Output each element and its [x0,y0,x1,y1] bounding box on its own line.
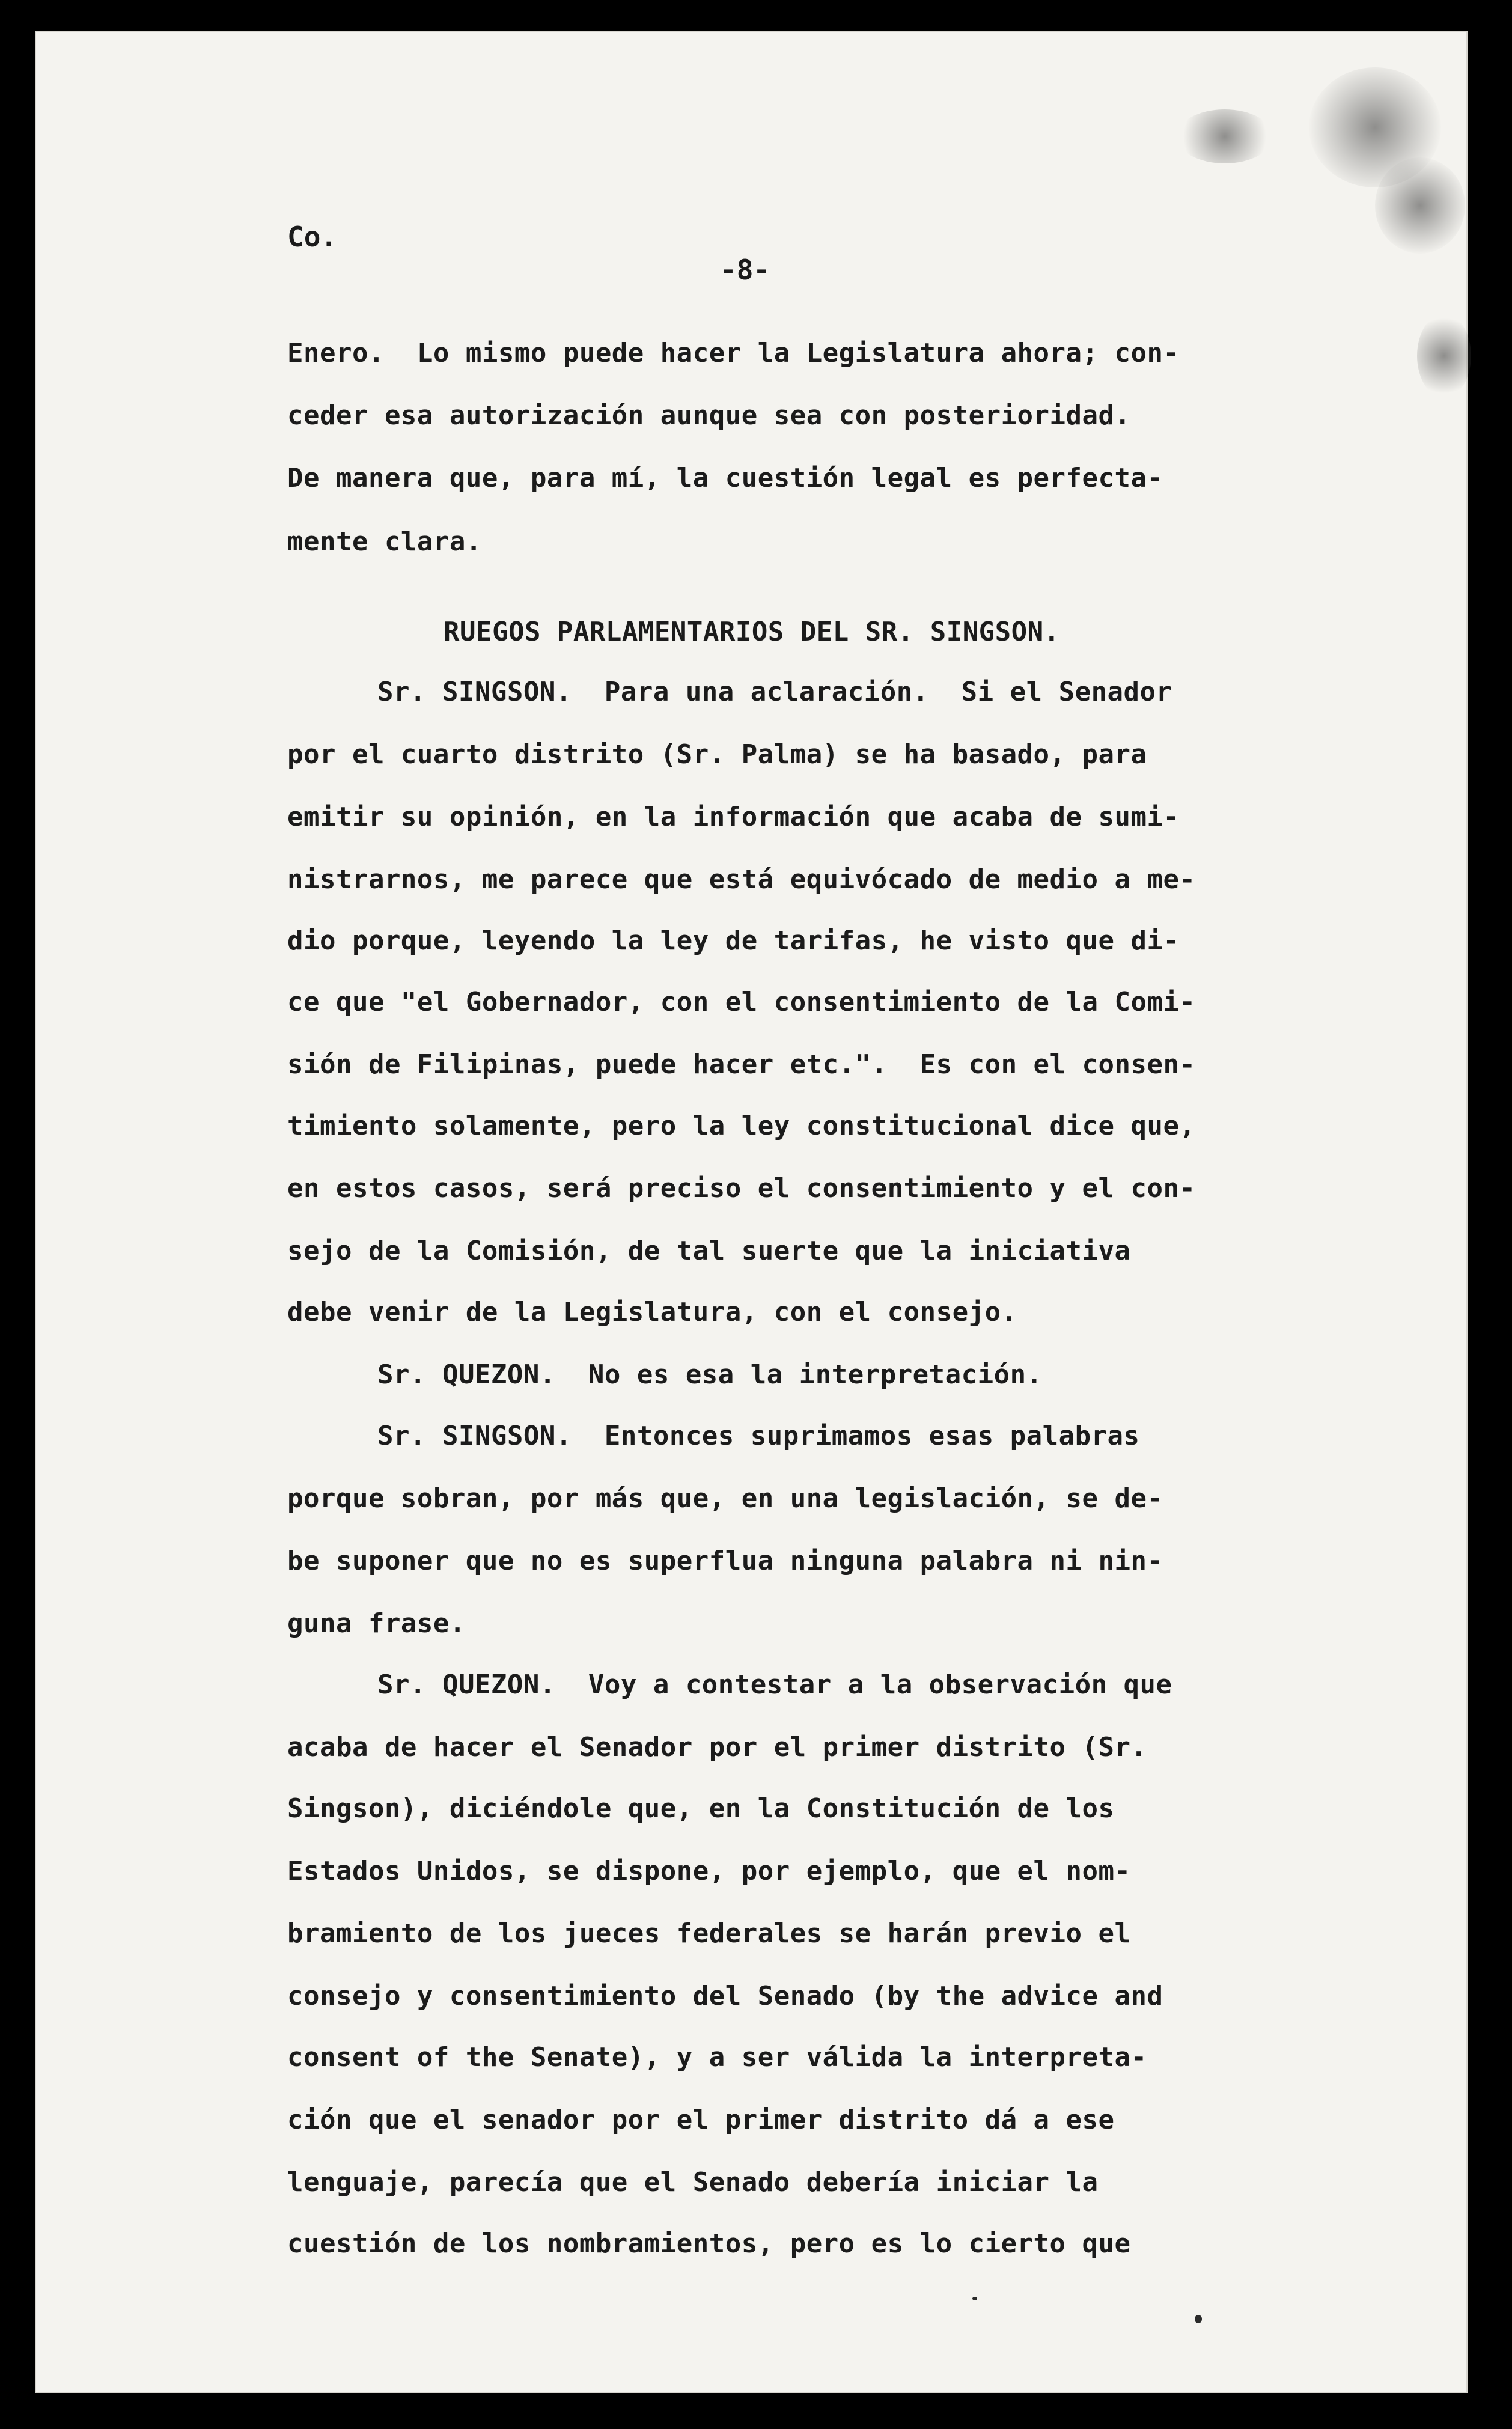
text-line: Enero. Lo mismo puede hacer la Legislatura ahora; con- [287,338,1180,368]
text-line: sión de Filipinas, puede hacer etc.". Es con el consen- [287,1049,1196,1080]
text-line: nistrarnos, me parece que está equivócado de medio a me- [287,864,1196,895]
text-line: por el cuarto distrito (Sr. Palma) se ha basado, para [287,739,1147,770]
section-heading: RUEGOS PARLAMENTARIOS DEL SR. SINGSON. [444,617,1060,647]
text-line: cuestión de los nombramientos, pero es lo cierto que [287,2228,1131,2259]
text-line: ción que el senador por el primer distrito dá a ese [287,2104,1115,2135]
text-line: timiento solamente, pero la ley constitucional dice que, [287,1111,1196,1141]
text-line: ce que "el Gobernador, con el consentimiento de la Comi- [287,987,1196,1017]
scan-speck [1195,2315,1202,2323]
text-line: Estados Unidos, se dispone, por ejemplo, que el nom- [287,1856,1131,1886]
text-line: Sr. SINGSON. Para una aclaración. Si el Senador [377,677,1172,707]
document-page [35,31,1468,2393]
text-line: acaba de hacer el Senador por el primer distrito (Sr. [287,1732,1147,1763]
scan-speck [972,2297,977,2300]
document-reference: Co. [287,221,338,253]
text-line: consent of the Senate), y a ser válida la interpreta- [287,2042,1147,2073]
text-line: debe venir de la Legislatura, con el consejo. [287,1297,1017,1327]
page-number: -8- [720,254,770,286]
text-line: guna frase. [287,1608,466,1639]
text-line: dio porque, leyendo la ley de tarifas, he visto que di- [287,925,1180,956]
text-line: Singson), diciéndole que, en la Constitución de los [287,1793,1115,1824]
text-line: Sr. QUEZON. Voy a contestar a la observación que [377,1669,1172,1700]
text-line: ceder esa autorización aunque sea con posterioridad. [287,400,1131,431]
text-line: sejo de la Comisión, de tal suerte que la iniciativa [287,1236,1131,1266]
text-line: bramiento de los jueces federales se harán previo el [287,1918,1131,1949]
text-line: lenguaje, parecía que el Senado debería iniciar la [287,2167,1099,2198]
text-line: Sr. SINGSON. Entonces suprimamos esas palabras [377,1421,1140,1451]
text-line: De manera que, para mí, la cuestión legal es perfecta- [287,463,1163,493]
text-line: mente clara. [287,526,482,557]
scan-smudge [1177,109,1273,163]
scan-smudge [1375,157,1465,254]
scan-smudge [1417,314,1471,398]
text-line: be suponer que no es superflua ninguna palabra ni nin- [287,1546,1163,1576]
text-line: emitir su opinión, en la información que acaba de sumi- [287,802,1180,832]
text-line: consejo y consentimiento del Senado (by the advice and [287,1981,1163,2011]
text-line: Sr. QUEZON. No es esa la interpretación. [377,1359,1043,1390]
text-line: en estos casos, será preciso el consentimiento y el con- [287,1173,1196,1204]
text-line: porque sobran, por más que, en una legislación, se de- [287,1483,1163,1514]
